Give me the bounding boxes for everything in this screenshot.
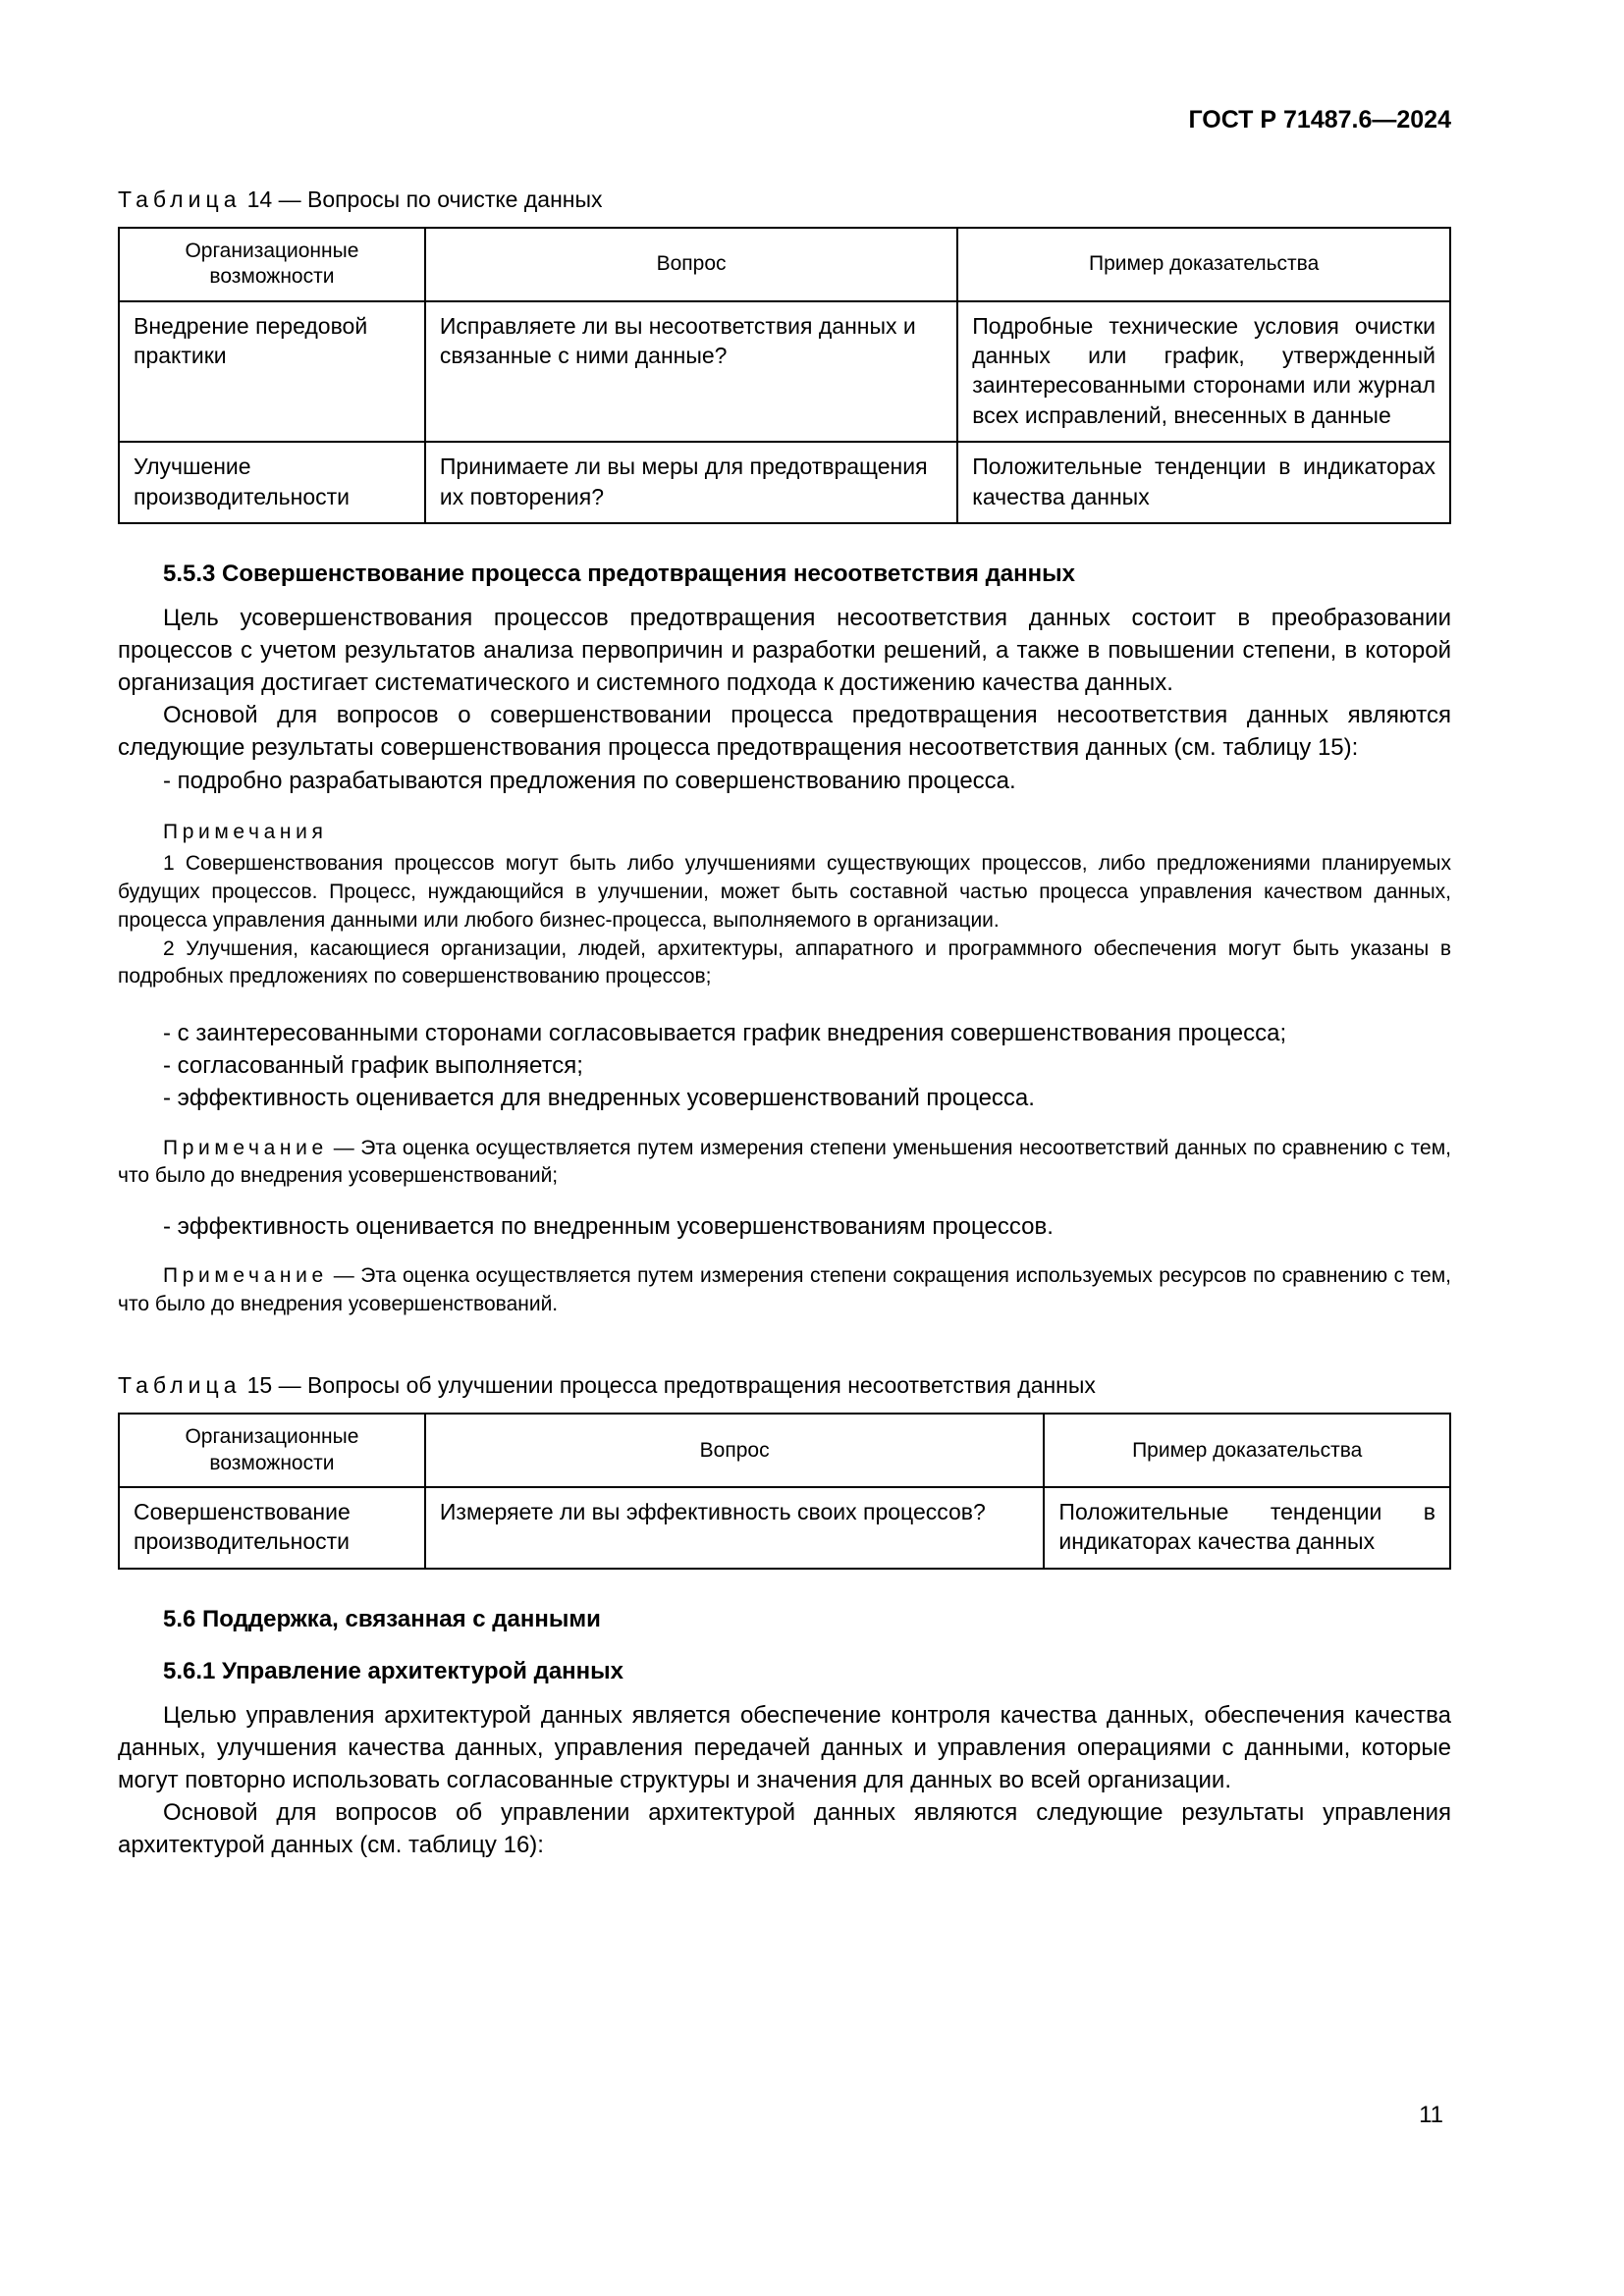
notes-label-text: Примечания bbox=[163, 820, 328, 843]
paragraph: Цель усовершенствования процессов предотвращения несоответствия данных состоит в преобразовании процессов с учетом результатов анализа первопричин и разработки решений, а также в повышении степени, в которой организация достигает систематического и системного подхода к достижению качества данных. bbox=[118, 605, 1451, 697]
table14-col-header-question: Вопрос bbox=[425, 228, 957, 301]
cell-evidence: Положительные тенденции в индикаторах качества данных bbox=[1044, 1487, 1450, 1569]
table15 bbox=[118, 1413, 1451, 1569]
note-3-text: — Эта оценка осуществляется путем измерения степени уменьшения несоответствий данных по сравнению с тем, что было до внедрения усовершенствований; bbox=[118, 1136, 1451, 1188]
cell-capability: Внедрение передовой практики bbox=[119, 301, 425, 442]
section-heading-5-6: 5.6 Поддержка, связанная с данными bbox=[163, 1605, 601, 1632]
section-heading-5-6-1: 5.6.1 Управление архитектурой данных bbox=[163, 1657, 623, 1684]
list-item: - эффективность оценивается для внедренных усовершенствований процесса. bbox=[163, 1085, 1035, 1112]
table15-caption-text: 15 — Вопросы об улучшении процесса предотвращения несоответствия данных bbox=[246, 1371, 1096, 1398]
cell-evidence: Подробные технические условия очистки данных или график, утвержденный заинтересованными сторонами или журнал всех исправлений, внесенных в данные bbox=[957, 301, 1450, 442]
table14 bbox=[118, 227, 1451, 524]
table14-caption-text: 14 — Вопросы по очистке данных bbox=[246, 186, 603, 212]
cell-evidence: Положительные тенденции в индикаторах качества данных bbox=[957, 442, 1450, 523]
cell-question: Принимаете ли вы меры для предотвращения их повторения? bbox=[425, 442, 957, 523]
paragraph: Целью управления архитектурой данных является обеспечение контроля качества данных, обеспечения качества данных, улучшения качества данных, управления передачей данных и управления операциями с данными, которые могут повторно использовать согласованные структуры и значения для данных во всей организации. bbox=[118, 1701, 1451, 1794]
cell-question: Измеряете ли вы эффективность своих процессов? bbox=[425, 1487, 1045, 1569]
table15-col-header-question: Вопрос bbox=[425, 1414, 1045, 1487]
table-row bbox=[119, 301, 1450, 442]
table14-col-header-evidence: Пример доказательства bbox=[957, 228, 1450, 301]
table-row bbox=[119, 442, 1450, 523]
table14-caption-label: Таблица bbox=[118, 186, 242, 212]
list-item: - эффективность оценивается по внедренным усовершенствованиям процессов. bbox=[163, 1213, 1054, 1241]
table14-caption bbox=[118, 185, 1451, 216]
table15-caption-label: Таблица bbox=[118, 1371, 242, 1398]
table14-col-header-capability: Организационные возможности bbox=[119, 228, 425, 301]
document-code: ГОСТ Р 71487.6—2024 bbox=[1188, 106, 1451, 133]
table15-caption bbox=[118, 1370, 1451, 1402]
notes-label bbox=[118, 819, 1451, 847]
list-item: - подробно разрабатываются предложения по совершенствованию процесса. bbox=[163, 767, 1016, 794]
section-heading-5-5-3: 5.5.3 Совершенствование процесса предотвращения несоответствия данных bbox=[163, 560, 1075, 587]
table15-header-row bbox=[119, 1414, 1450, 1487]
note-4 bbox=[118, 1262, 1451, 1319]
cell-capability: Совершенствование производительности bbox=[119, 1487, 425, 1569]
note-4-label: Примечание bbox=[163, 1264, 328, 1288]
note-3 bbox=[118, 1135, 1451, 1192]
table14-header-row bbox=[119, 228, 1450, 301]
note-2: 2 Улучшения, касающиеся организации, людей, архитектуры, аппаратного и программного обеспечения могут быть указаны в подробных предложениях по совершенствованию процессов; bbox=[118, 936, 1451, 988]
list-item: - с заинтересованными сторонами согласовывается график внедрения совершенствования процесса; bbox=[163, 1020, 1287, 1047]
note-1: 1 Совершенствования процессов могут быть либо улучшениями существующих процессов, либо предложениями планируемых будущих процессов. Процесс, нуждающийся в улучшении, может быть составной частью процесса управления качеством данных, процесса управления данными или любого бизнес-процесса, выполняемого в организации. bbox=[118, 852, 1451, 932]
paragraph: Основой для вопросов о совершенствовании процесса предотвращения несоответствия данных являются следующие результаты совершенствования процесса предотвращения несоответствия данных (см. таблицу 15): bbox=[118, 702, 1451, 762]
paragraph: Основой для вопросов об управлении архитектурой данных являются следующие результаты управления архитектурой данных (см. таблицу 16): bbox=[118, 1799, 1451, 1859]
note-4-text: — Эта оценка осуществляется путем измерения степени сокращения используемых ресурсов по сравнению с тем, что было до внедрения усовершенствований. bbox=[118, 1264, 1451, 1315]
table15-col-header-capability: Организационные возможности bbox=[119, 1414, 425, 1487]
cell-capability: Улучшение производительности bbox=[119, 442, 425, 523]
cell-question: Исправляете ли вы несоответствия данных и связанные с ними данные? bbox=[425, 301, 957, 442]
note-3-label: Примечание bbox=[163, 1136, 328, 1159]
page-number: 11 bbox=[1419, 2101, 1443, 2128]
table-row bbox=[119, 1487, 1450, 1569]
notes-block bbox=[118, 819, 1451, 992]
table15-col-header-evidence: Пример доказательства bbox=[1044, 1414, 1450, 1487]
list-item: - согласованный график выполняется; bbox=[163, 1052, 583, 1080]
